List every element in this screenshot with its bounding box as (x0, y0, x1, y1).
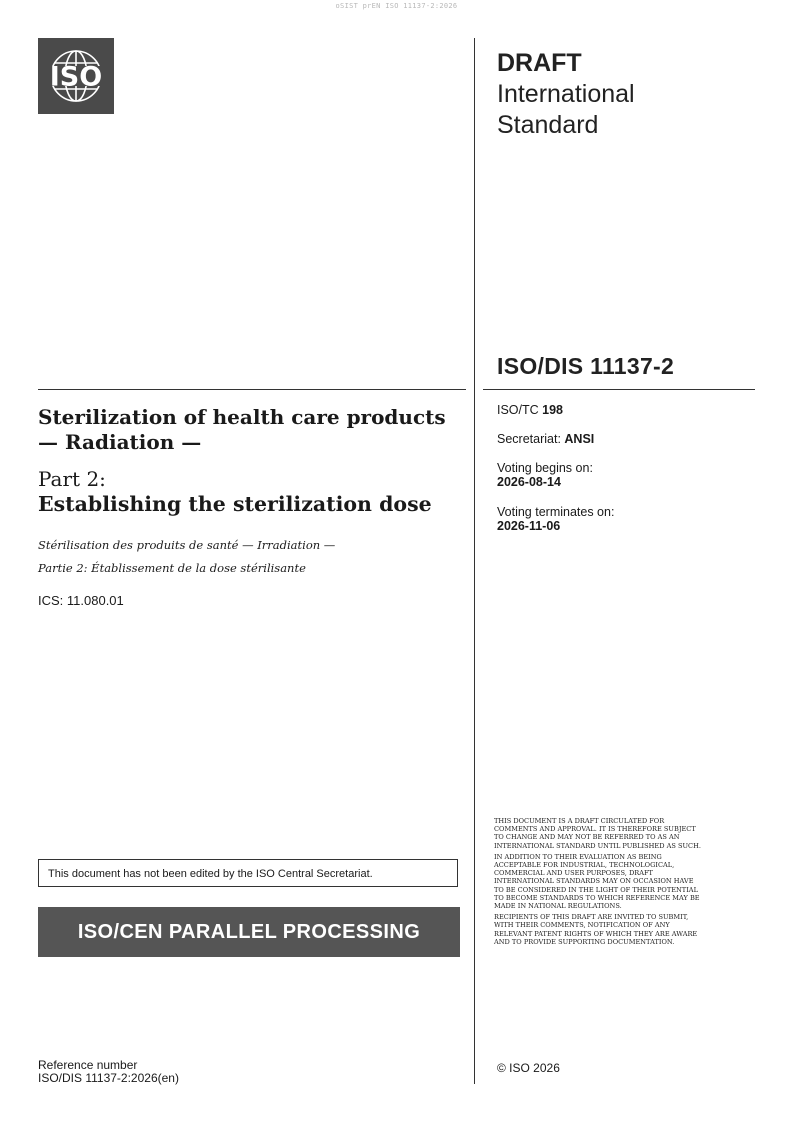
disclaimer-paragraph: THIS DOCUMENT IS A DRAFT CIRCULATED FOR COMMENTS AND APPROVAL. IT IS THEREFORE SUBJECT TO CHANGE AND MAY NOT BE REFERRED TO AS AN INTERNATIONAL STANDARD UNTIL PUBLISHED AS SUCH. (494, 817, 701, 850)
international-label: International (497, 80, 635, 108)
secretariat-value: ANSI (564, 432, 595, 446)
voting-terminates-label: Voting terminates on: (497, 505, 615, 519)
document-number: ISO/DIS 11137-2 (497, 353, 675, 379)
part-title: Establishing the sterilization dose (38, 492, 432, 516)
tc-label: ISO/TC (497, 403, 539, 417)
standard-label: Standard (497, 111, 599, 139)
voting-terminates-date: 2026-11-06 (497, 519, 561, 533)
disclaimer-paragraph: IN ADDITION TO THEIR EVALUATION AS BEING ACCEPTABLE FOR INDUSTRIAL, TECHNOLOGICAL, COMMERCIAL AND USER PURPOSES, DRAFT INTERNATIONAL STANDARDS MAY ON OCCASION HAVE TO BE CONSIDERED IN THE LIGHT OF THEIR POTENTIAL TO BECOME STANDARDS TO WHICH REFERENCE MAY BE MADE IN NATIONAL REGULATIONS. (494, 852, 700, 911)
column-divider (474, 38, 475, 1084)
secretariat (497, 432, 594, 446)
voting-begins-label: Voting begins on: (497, 461, 593, 475)
horizontal-rule-right (483, 389, 755, 390)
disclaimer-paragraph: RECIPIENTS OF THIS DRAFT ARE INVITED TO SUBMIT, WITH THEIR COMMENTS, NOTIFICATION OF ANY RELEVANT PATENT RIGHTS OF WHICH THEY ARE AWARE AND TO PROVIDE SUPPORTING DOCUMENTATION. (494, 913, 698, 946)
copyright: © ISO 2026 (497, 1061, 560, 1075)
draft-heading (497, 48, 635, 141)
ics-code: ICS: 11.080.01 (38, 593, 124, 608)
draft-disclaimer (494, 817, 704, 949)
not-edited-notice: This document has not been edited by the ISO Central Secretariat. (38, 859, 458, 887)
technical-committee (497, 403, 563, 417)
part-label: Part 2: (38, 467, 106, 491)
watermark: oSIST prEN ISO 11137-2:2026 (335, 2, 458, 10)
draft-label: DRAFT (497, 49, 582, 77)
reference-number-label: Reference number (38, 1058, 138, 1072)
secretariat-label: Secretariat: (497, 432, 561, 446)
iso-globe-logo-icon (38, 38, 114, 114)
logo-text: ISO (49, 61, 103, 93)
tc-value: 198 (542, 403, 564, 417)
horizontal-rule-left (38, 389, 466, 390)
parallel-processing-banner: ISO/CEN PARALLEL PROCESSING (38, 907, 460, 957)
document-title: Sterilization of health care products — Radiation — (38, 405, 446, 454)
french-title-line-1: Stérilisation des produits de santé — Irradiation — (38, 538, 336, 552)
french-title-line-2: Partie 2: Établissement de la dose stérilisante (38, 561, 306, 575)
voting-begins-date: 2026-08-14 (497, 475, 561, 489)
reference-number-value: ISO/DIS 11137-2:2026(en) (38, 1071, 179, 1085)
